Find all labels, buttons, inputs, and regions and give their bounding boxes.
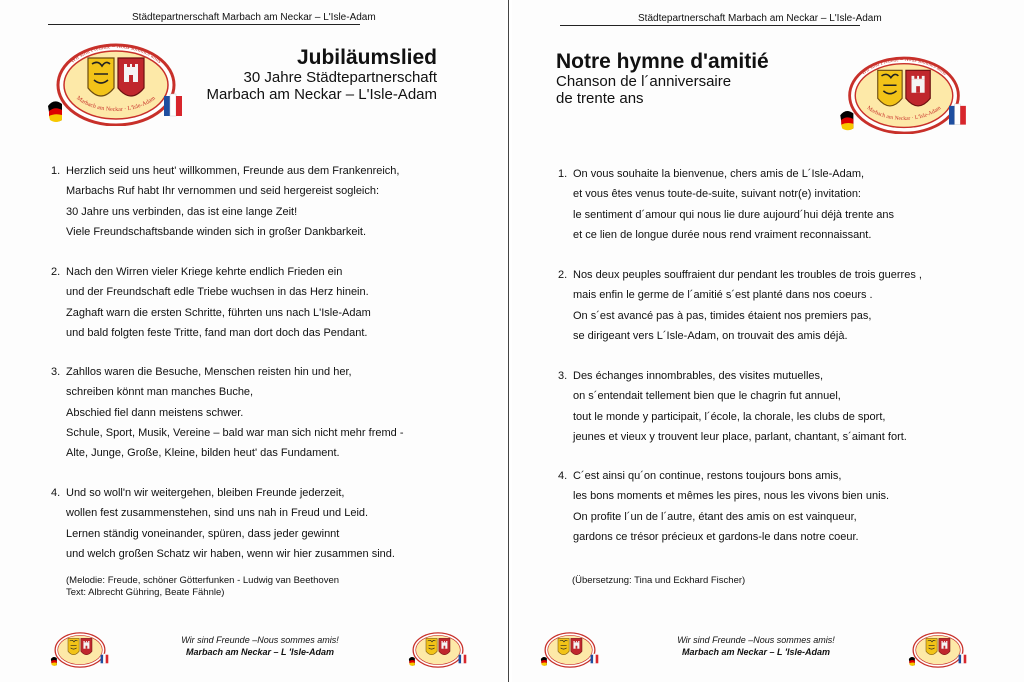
footer-emblem-left — [540, 626, 600, 668]
footer-line-1: Wir sind Freunde –Nous sommes amis! — [181, 635, 339, 645]
verse-line: et ce lien de longue durée nous rend vraiment reconnaissant. — [573, 228, 872, 241]
credit-line: (Übersetzung: Tina und Eckhard Fischer) — [572, 575, 746, 586]
verse-line: se dirigeant vers L´Isle-Adam, on trouvait des amis déjà. — [573, 329, 848, 342]
translation-credits — [572, 575, 745, 587]
partnership-emblem — [838, 44, 970, 134]
verse-number: 2. — [558, 269, 568, 281]
subtitle-line-1: Chanson de l´anniversaire — [556, 73, 732, 90]
verse-line: 30 Jahre uns verbinden, das ist eine lange Zeit! — [66, 205, 298, 218]
verse-line: und welch großen Schatz wir haben, wenn wir hier zusammen sind. — [66, 547, 395, 560]
verse-line: Marbachs Ruf habt Ihr vernommen und seid hergereist sogleich: — [66, 185, 380, 198]
page-footer — [160, 634, 360, 658]
svg-text:Marbach am Neckar · L'Isle-Ada: Marbach am Neckar · L'Isle-Adam — [865, 105, 943, 122]
page-divider — [508, 0, 509, 682]
right-page-french — [512, 0, 1024, 682]
verse-2 — [51, 262, 371, 343]
verse-3 — [51, 362, 403, 463]
verse-line: Alte, Junge, Große, Kleine, bilden heut' das Fundament. — [66, 447, 340, 460]
verse-line: jeunes et vieux y trouvent leur place, parlant, chantant, s´aimant fort. — [573, 430, 907, 443]
subtitle-line-1: 30 Jahre Städtepartnerschaft — [243, 69, 437, 86]
verse-line: gardons ce trésor précieux et gardons-le dans notre coeur. — [573, 530, 859, 543]
verse-line: wollen fest zusammenstehen, sind uns nah in Freud und Leid. — [66, 507, 369, 520]
verse-number: 3. — [51, 366, 61, 378]
page-footer — [656, 634, 856, 658]
verse-line: le sentiment d´amour qui nous lie dure aujourd´hui déjà trente ans — [573, 208, 895, 221]
page-title: Jubiläumslied — [296, 46, 437, 69]
page-title: Notre hymne d'amitié — [556, 50, 769, 73]
left-page-german — [0, 0, 505, 682]
verse-4 — [51, 483, 395, 564]
verse-line: Zahllos waren die Besuche, Menschen reisten hin und her, — [66, 366, 352, 378]
verse-line: On profite l´un de l´autre, étant des amis on est vainqueur, — [573, 510, 857, 523]
verse-line: on s´entendait tellement bien que le chagrin fut annuel, — [573, 390, 841, 403]
credit-line: Text: Albrecht Gühring, Beate Fähnle) — [66, 586, 225, 598]
verse-number: 3. — [558, 370, 568, 382]
verse-line: mais enfin le germe de l´amitié s´est planté dans nos coeurs . — [573, 289, 873, 302]
verse-number: 1. — [51, 165, 61, 177]
footer-emblem-right — [408, 626, 468, 668]
verse-line: les bons moments et mêmes les pires, nous les vivons bien unis. — [573, 490, 890, 503]
verse-3 — [558, 366, 907, 447]
verse-line: und bald folgten feste Tritte, fand man dort doch das Pendant. — [66, 326, 368, 339]
verse-1 — [558, 164, 894, 245]
subtitle-line-2: Marbach am Neckar – L'Isle-Adam — [206, 86, 437, 103]
verse-number: 1. — [558, 168, 568, 180]
page-header: Städtepartnerschaft Marbach am Neckar – L'Isle-Adam — [132, 12, 376, 23]
partnership-emblem — [46, 30, 186, 126]
footer-emblem-left — [50, 626, 110, 668]
verse-line: Abschied fiel dann meistens schwer. — [66, 406, 244, 419]
verse-line: Viele Freundschaftsbande winden sich in großer Dankbarkeit. — [66, 225, 367, 238]
header-rule — [560, 25, 860, 26]
verse-line: tout le monde y participait, l´école, la chorale, les clubs de sport, — [573, 410, 886, 423]
footer-line-1: Wir sind Freunde –Nous sommes amis! — [677, 635, 835, 645]
verse-line: Nach den Wirren vieler Kriege kehrte endlich Frieden ein — [66, 266, 343, 278]
footer-line-2: Marbach am Neckar – L 'Isle-Adam — [681, 647, 831, 657]
svg-text:Wir sind Freunde – Nous sommes: Wir sind Freunde – Nous sommes amis — [860, 56, 948, 77]
verse-line: Lernen ständig voneinander, spüren, dass jeder gewinnt — [66, 527, 340, 540]
verse-line: und der Freundschaft edle Triebe wuchsen in das Herz hinein. — [66, 286, 369, 299]
verse-line: Nos deux peuples souffraient dur pendant les troubles de trois guerres , — [573, 269, 922, 281]
verse-line: Schule, Sport, Musik, Vereine – bald war man sich nicht mehr fremd - — [66, 426, 404, 439]
verse-line: On s´est avancé pas à pas, timides étaient nos premiers pas, — [573, 309, 872, 322]
verse-number: 4. — [558, 470, 568, 482]
song-credits — [66, 575, 339, 598]
page-header: Städtepartnerschaft Marbach am Neckar – L'Isle-Adam — [638, 13, 882, 24]
svg-text:Marbach am Neckar · L'Isle-Ada: Marbach am Neckar · L'Isle-Adam — [75, 95, 157, 114]
verse-line: Und so woll'n wir weitergehen, bleiben Freunde jederzeit, — [66, 487, 345, 499]
verse-1 — [51, 161, 399, 242]
verse-2 — [558, 265, 922, 346]
verse-line: Des échanges innombrables, des visites mutuelles, — [573, 370, 824, 382]
verse-line: schreiben könnt man manches Buche, — [66, 386, 254, 399]
footer-emblem-right — [908, 626, 968, 668]
verse-line: C´est ainsi qu´on continue, restons toujours bons amis, — [573, 470, 842, 482]
svg-text:Wir sind Freunde – Nous sommes: Wir sind Freunde – Nous sommes amis — [69, 43, 163, 65]
verse-line: et vous êtes venus toute-de-suite, suivant notr(e) invitation: — [573, 188, 861, 201]
header-rule — [48, 24, 360, 25]
footer-line-2: Marbach am Neckar – L 'Isle-Adam — [185, 647, 335, 657]
verse-number: 2. — [51, 266, 61, 278]
credit-line: (Melodie: Freude, schöner Götterfunken - Ludwig van Beethoven — [66, 575, 340, 586]
verse-line: Zaghaft warn die ersten Schritte, führten uns nach L'Isle-Adam — [66, 306, 371, 319]
subtitle-line-2: de trente ans — [556, 90, 644, 107]
verse-number: 4. — [51, 487, 61, 499]
verse-4 — [558, 466, 889, 547]
verse-line: Herzlich seid uns heut' willkommen, Freunde aus dem Frankenreich, — [66, 165, 400, 177]
verse-line: On vous souhaite la bienvenue, chers amis de L´Isle-Adam, — [573, 168, 865, 180]
